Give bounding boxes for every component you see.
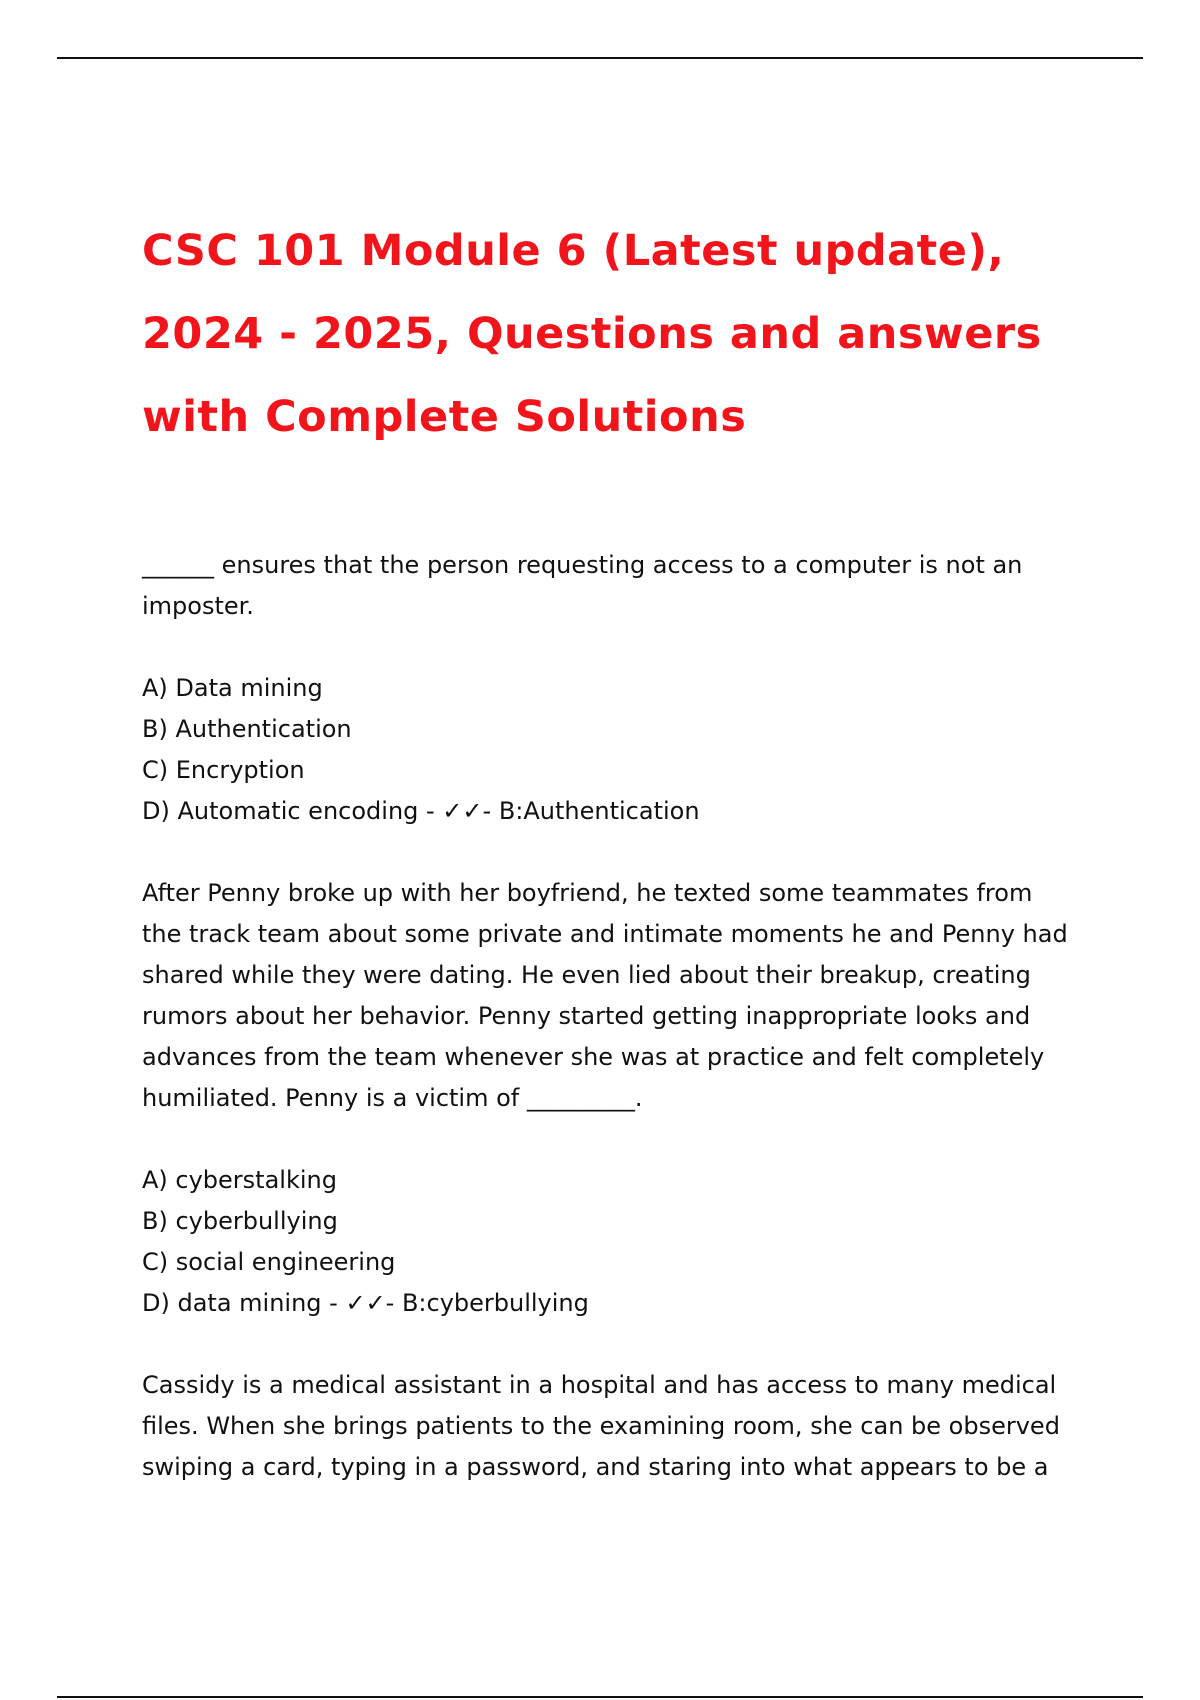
title-line: with Complete Solutions bbox=[142, 392, 747, 442]
answer-option: A) Data mining bbox=[142, 674, 323, 702]
answer-option: B) Authentication bbox=[142, 715, 352, 743]
text-line: ______ ensures that the person requesting access to a computer is not an bbox=[142, 551, 1023, 579]
text-line: advances from the team whenever she was at practice and felt completely bbox=[142, 1043, 1045, 1071]
question-list bbox=[142, 545, 1072, 1529]
text-line: Cassidy is a medical assistant in a hospital and has access to many medical bbox=[142, 1371, 1057, 1399]
text-line: the track team about some private and intimate moments he and Penny had bbox=[142, 920, 1068, 948]
document-title bbox=[142, 210, 1082, 459]
answer-option-with-solution: D) data mining - ✓✓- B:cyberbullying bbox=[142, 1289, 589, 1317]
title-line: CSC 101 Module 6 (Latest update), bbox=[142, 226, 1005, 276]
text-line: humiliated. Penny is a victim of _________. bbox=[142, 1084, 643, 1112]
text-line: shared while they were dating. He even lied about their breakup, creating bbox=[142, 961, 1031, 989]
answer-option: C) Encryption bbox=[142, 756, 305, 784]
text-line: imposter. bbox=[142, 592, 254, 620]
top-rule bbox=[57, 57, 1143, 59]
answer-options bbox=[142, 1160, 1072, 1324]
question-block bbox=[142, 873, 1072, 1324]
answer-option: B) cyberbullying bbox=[142, 1207, 338, 1235]
question-text bbox=[142, 545, 1072, 627]
answer-option-with-solution: D) Automatic encoding - ✓✓- B:Authentication bbox=[142, 797, 700, 825]
question-text bbox=[142, 1365, 1072, 1488]
question-block bbox=[142, 545, 1072, 832]
question-block bbox=[142, 1365, 1072, 1488]
question-text bbox=[142, 873, 1072, 1119]
text-line: After Penny broke up with her boyfriend, he texted some teammates from bbox=[142, 879, 1033, 907]
answer-option: A) cyberstalking bbox=[142, 1166, 337, 1194]
text-line: rumors about her behavior. Penny started getting inappropriate looks and bbox=[142, 1002, 1031, 1030]
answer-option: C) social engineering bbox=[142, 1248, 396, 1276]
answer-options bbox=[142, 668, 1072, 832]
title-line: 2024 - 2025, Questions and answers bbox=[142, 309, 1042, 359]
text-line: swiping a card, typing in a password, and staring into what appears to be a bbox=[142, 1453, 1049, 1481]
text-line: files. When she brings patients to the examining room, she can be observed bbox=[142, 1412, 1060, 1440]
bottom-rule bbox=[57, 1696, 1143, 1698]
